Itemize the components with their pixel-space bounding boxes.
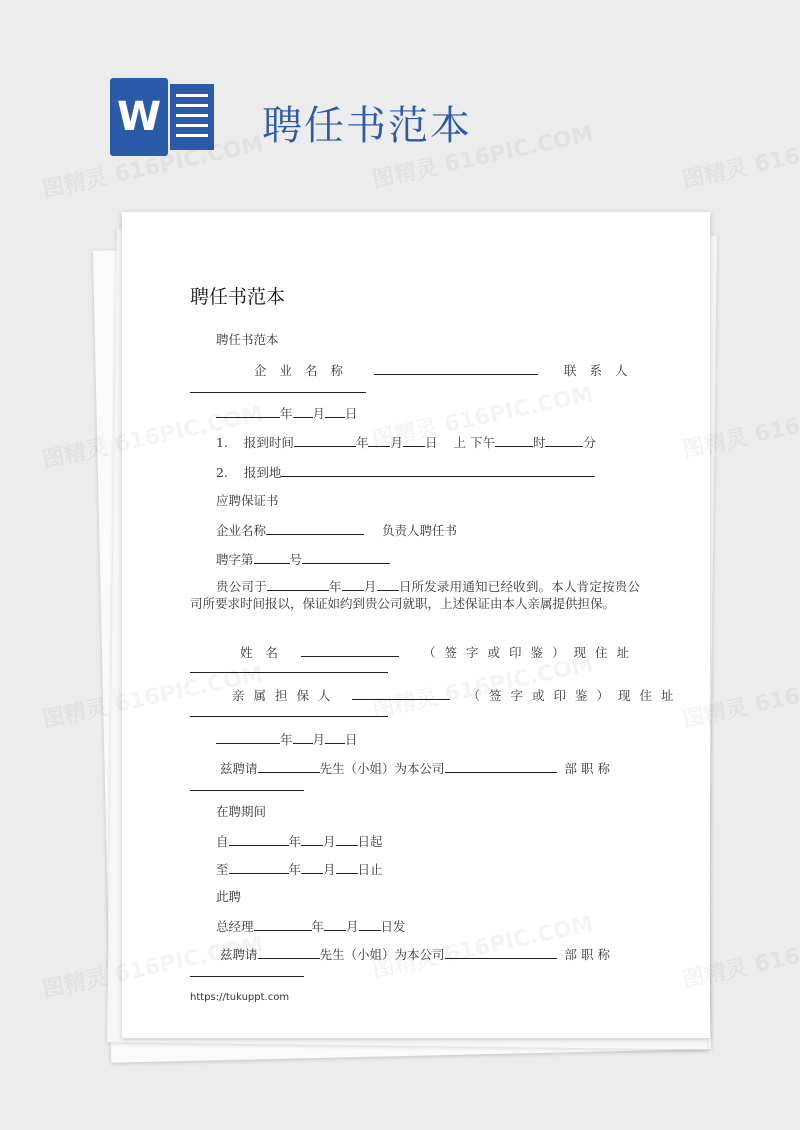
line-item1: 1. 报到时间 年 月 日 上 下午 时 分 [216,435,596,450]
line-company-2: 企业名称 负责人聘任书 [216,523,458,538]
document-page [122,212,710,1038]
line-from: 自 年 月 日起 [216,834,383,849]
line-to: 至 年 月 日止 [216,862,383,877]
rule [190,392,366,393]
rule [190,790,304,791]
thus-label: 此聘 [216,889,242,904]
word-lines [170,84,214,150]
line-hire-no: 聘字第 号 [216,551,390,568]
period-label: 在聘期间 [216,804,267,819]
header [0,0,800,200]
line-gm: 总经理 年 月 日发 [216,919,406,934]
header-title: 聘任书范本 [262,103,472,149]
line-company: 企业名称 联系人 [254,363,641,378]
guarantee-title: 应聘保证书 [216,493,279,508]
line-hire-2: 兹聘请 先生（小姐）为本公司 部职称 [220,947,615,962]
line-date-2: 年 月 日 [216,731,358,748]
footer-url[interactable]: https://tukuppt.com [190,992,290,1003]
rule [190,976,304,977]
line-hire-1: 兹聘请 先生（小姐）为本公司 部职称 [220,761,615,776]
guarantee-paragraph: 贵公司于 年 月 日所发录用通知已经收到。本人肯定按贵公司所要求时间报以，保证如约到贵公司就职，上述保证由本人亲属提供担保。 [190,579,640,611]
word-letter: W [110,78,168,156]
doc-title: 聘任书范本 [190,286,286,308]
line-name: 姓名 （签字或印鉴）现住址 [240,645,638,660]
rule [190,716,388,717]
line-date-1: 年 月 日 [216,405,358,422]
rule [190,672,388,673]
line-relative: 亲属担保人 （签字或印鉴）现住址 [232,688,683,703]
word-icon [110,78,214,156]
line-item2: 2. 报到地 [216,464,595,481]
doc-subtitle: 聘任书范本 [216,332,279,347]
